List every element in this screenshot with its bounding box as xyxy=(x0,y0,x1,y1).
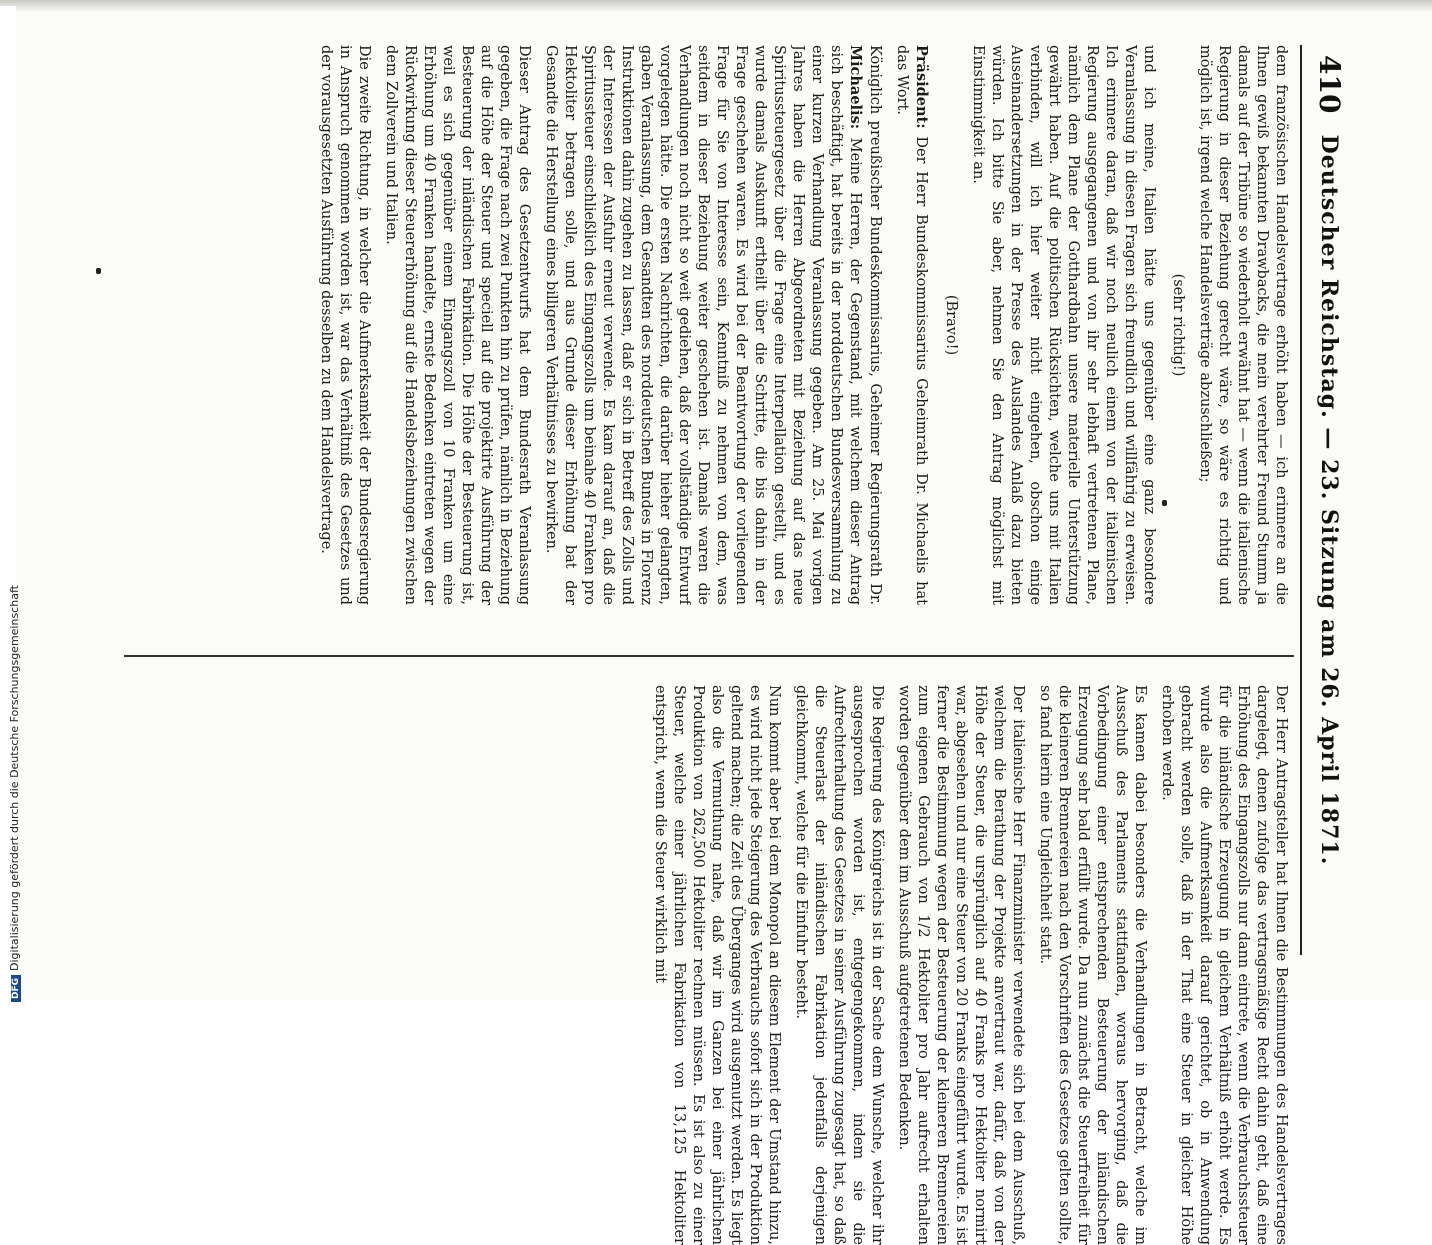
credit-text: Digitalisierung gefördert durch die Deutsche Forschungsgemeinschaft xyxy=(8,585,21,971)
paragraph: Der Herr Antragsteller hat Ihnen die Bestimmungen des Handelsvertrages dargelegt, denen zufolge das vertragsmäßige Recht dahin geht, daß eine Erhöhung des Eingangszolls nur dann eintrete, wenn die Verbrauchssteuer für die inländische Erzeugung in gleichem Verhältniß erhöht werde. Es wurde also die Aufmerksamkeit darauf gerichtet, ob in Anwendung gebracht werden solle, daß in der That eine Steuer in gleicher Höhe erhoben werde. xyxy=(1159,685,1289,1245)
paragraph: Dieser Antrag des Gesetzentwurfs hat dem Bundesrath Veranlassung gegeben, die Frage nach zwei Punkten hin zu prüfen, nämlich in Beziehung auf die Höhe der Steuer und speciell auf die projektirte Ausführung der Besteuerung der inländischen Fabrikation. Die Höhe der Besteuerung ist, weil es sich gegenüber einem Eingangszoll von 10 Franken um eine Erhöhung um 40 Franken handelte, ernste Bedenken eintreten wegen der Rückwirkung dieser Steuererhöhung auf die Handelsbeziehungen zwischen dem Zollverein und Italien. xyxy=(383,45,532,605)
left-column xyxy=(140,45,1290,605)
ink-speck xyxy=(96,268,101,274)
paragraph: Präsident: Der Herr Bundeskommissarius Geheimrath Dr. Michaelis hat das Wort. xyxy=(894,45,930,605)
paragraph: Die zweite Richtung, in welcher die Aufmerksamkeit der Bundesregierung in Anspruch genommen worden ist, war das Verhältniß des Gesetzes und der vorausgesetzten Ausführung desselben zu dem Handelsvertrage. xyxy=(318,45,372,605)
paragraph: Königlich preußischer Bundeskommissarius, Geheimer Regierungsrath Dr. Michaelis: Meine Herren, der Gegenstand, mit welchem dieser Antrag sich beschäftigt, hat bereits in der norddeutschen Bundesversammlung zu einer kurzen Verhandlung Veranlassung gegeben. Am 25. Mai vorigen Jahres haben die Herren Abgeordneten mit Beziehung auf das neue Spiritussteuergesetz über die Frage eine Interpellation gestellt, und es wurde damals Auskunft ertheilt über die Schritte, die bis dahin in der Frage geschehen waren. Es wird bei der Beantwortung der vorliegenden Frage für Sie von Interesse sein, Kenntniß zu nehmen von dem, was seitdem in dieser Beziehung weiter geschehen ist. Damals waren die Verhandlungen noch nicht so weit gediehen, daß der vollständige Entwurf vorgelegen hätte. Die ersten Nachrichten, die darüber hieher gelangten, gaben Veranlassung, dem Gesandten des norddeutschen Bundes in Florenz Instruktionen dahin zugehen zu lassen, daß er sich in Betreff des Zolls und der Interessen der Ausfuhr erneut verwende. Es kam darauf an, daß die Spiritussteuer einschließlich des Eingangszolls um beinahe 40 Franken pro Hektoliter betragen solle, und aus Grunde dieser Erhöhung bat der Gesandte die Herstellung eines billigeren Verhältnisses zu bewirken. xyxy=(543,45,883,605)
paragraph: Es kamen dabei besonders die Verhandlungen in Betracht, welche im Ausschuß des Parlaments stattfanden, woraus hervorging, daß die Vorbedingung einer entsprechenden Besteuerung der inländischen Erzeugung sehr bald erfüllt wurde. Da nun zunächst die Steuerfreiheit für die kleineren Brennereien nach den Vorschriften des Gesetzes gelten sollte, so fand hierin eine Ungleichheit statt. xyxy=(1037,685,1148,1245)
dfg-logo-icon: DFG xyxy=(11,975,21,1002)
paragraph: Die Regierung des Königreichs ist in der Sache dem Wunsche, welcher ihr ausgesprochen worden ist, entgegengekommen, indem sie die Aufrechterhaltung des Gesetzes in seiner Ausführung zugesagt hat, so daß die Steuerlast der inländischen Fabrikation jedenfalls derjenigen gleichkommt, welche für die Einfuhr besteht. xyxy=(793,685,885,1245)
page-title: Deutscher Reichstag. — 23. Sitzung am 26. April 1871. xyxy=(1316,134,1342,866)
paragraph: und ich meine, Italien hätte uns gegenüber eine ganz besondere Veranlassung in diesen Fragen sich freundlich und willfährig zu erweisen. Ich erinnere daran, daß wir noch neulich einem von der italienischen Regierung ausgegangenen und von ihr sehr lebhaft vertretenen Plane, nämlich dem Plane der Gotthardbahn unsere materielle Unterstützung gewährt haben. Auf die politischen Rücksichten, welche uns mit Italien verbinden, will ich hier weiter nicht eingehen, obschon einige Auseinandersetzungen in der Presse des Auslandes Anlaß dazu bieten würden. Ich bitte Sie aber, nehmen Sie den Antrag möglichst mit Einstimmigkeit an. xyxy=(970,45,1157,605)
right-column xyxy=(140,685,1290,1245)
paragraph: dem französischen Handelsvertrage erhöht haben — ich erinnere an die Ihnen gewiß bekannten Drawbacks, die mein verehrter Freund Stumm ja damals auf der Tribüne so wiederholt erwähnt hat — wenn die italienische Regierung in dieser Beziehung gerecht wäre, so wäre es richtig und möglich ist, irgend welche Handelsverträge abzuschließen; xyxy=(1197,45,1289,605)
column-divider xyxy=(124,655,1294,657)
ink-speck xyxy=(1162,500,1167,506)
paragraph: Nun kommt aber bei dem Monopol an diesem Element der Umstand hinzu, es wird nicht jede Steigerung des Verbrauchs sofort sich in der Produktion geltend machen; die Zeit des Überganges wird ausgenutzt werden. Es liegt also die Vermuthung nahe, daß wir im Ganzen bei einer jährlichen Produktion von 262,500 Hektoliter rechnen müssen. Es ist also zu einer Steuer, welche einer jährlichen Fabrikation von 13,125 Hektoliter entspricht, wenn die Steuer wirklich mit xyxy=(652,685,782,1245)
page-edge-shadow xyxy=(0,0,1432,12)
speaker-label: Michaelis: xyxy=(847,45,864,130)
rotated-page-content xyxy=(86,25,1346,1245)
interjection: (sehr richtig!) xyxy=(1170,273,1186,377)
digitization-sidebar xyxy=(0,6,21,1000)
page-number: 410 xyxy=(1313,55,1346,114)
paragraph: Der italienische Herr Finanzminister verwendete sich bei dem Ausschuß, welchem die Berathung der Projekte anvertraut war, dafür, daß von der Höhe der Steuer, die ursprünglich auf 40 Franks pro Hektoliter normirt war, abgesehen und nur eine Steuer von 20 Franks eingeführt wurde. Es ist ferner die Bestimmung wegen der Besteuerung der kleineren Brennereien zum eigenen Gebrauch von 1/2 Hektoliter pro Jahr aufrecht erhalten worden gegenüber dem im Ausschuß aufgetretenen Bedenken. xyxy=(896,685,1026,1245)
speaker-label: Präsident: xyxy=(913,45,930,129)
digitization-credit xyxy=(8,585,21,1002)
header-rule xyxy=(1300,45,1302,955)
page-header xyxy=(1306,25,1346,975)
interjection: (Bravo!) xyxy=(943,294,959,356)
